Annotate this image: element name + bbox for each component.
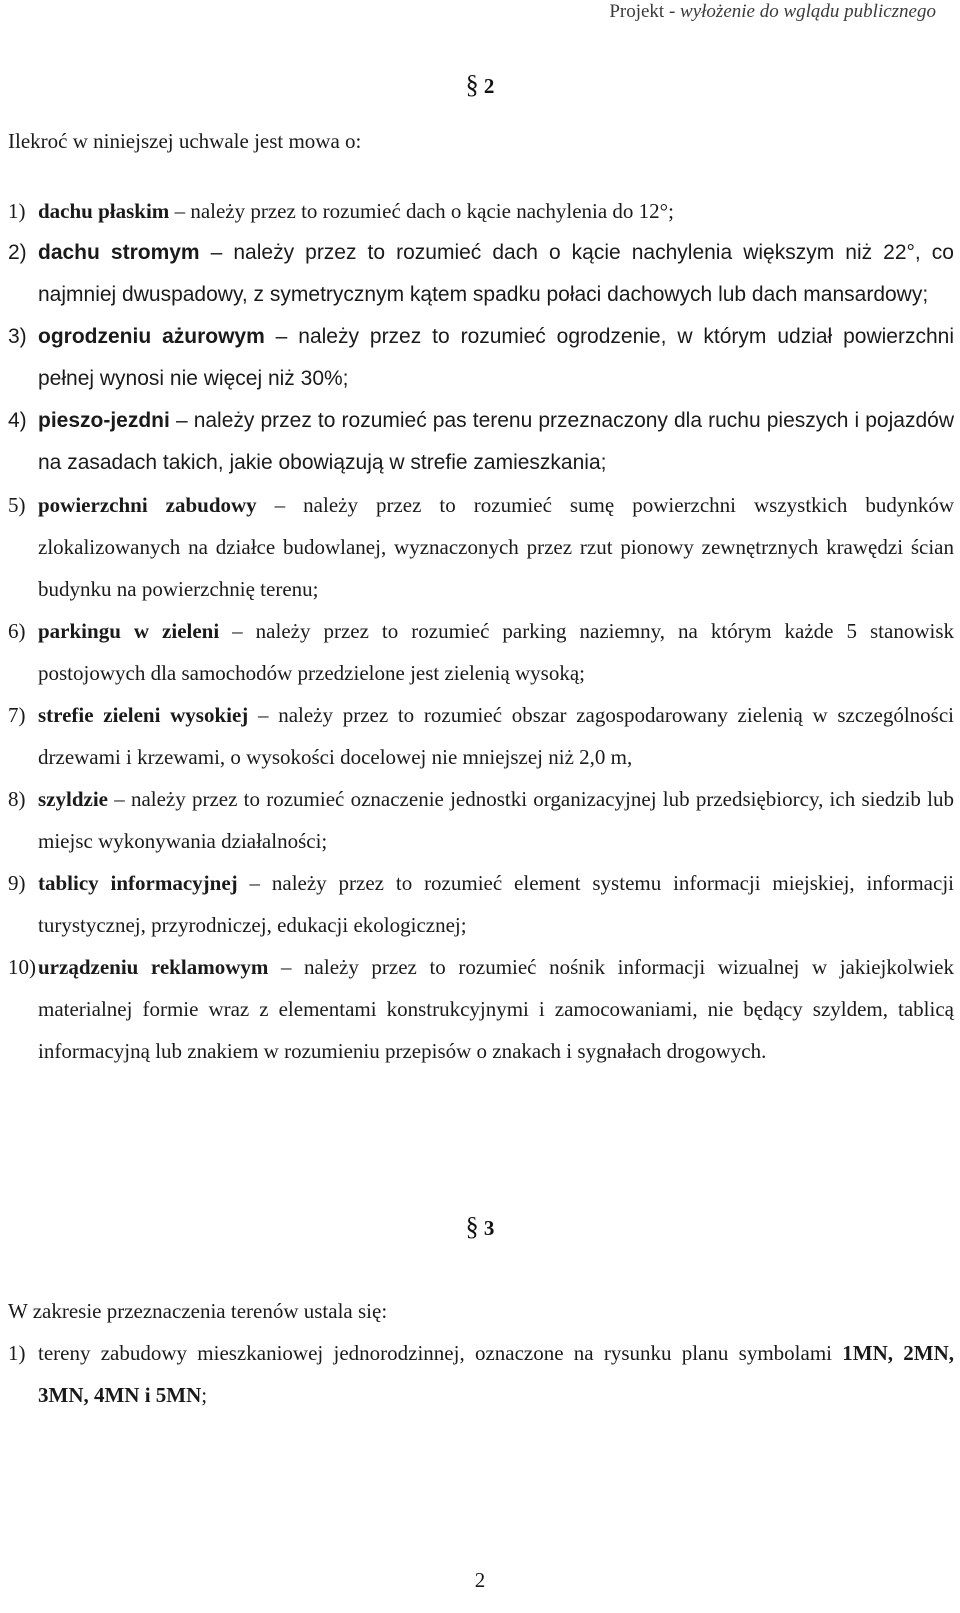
defined-term: pieszo-jezdni xyxy=(38,409,170,432)
item-number: 1) xyxy=(8,1341,26,1365)
definition-text: – należy przez to rozumieć ogrodzenie, w którym udział powierzchni pełnej wynosi nie więcej niż 30%; xyxy=(38,325,954,390)
definition-item xyxy=(8,190,954,232)
section-2-intro: Ilekroć w niniejszej uchwale jest mowa o: xyxy=(8,129,362,153)
definitions-list xyxy=(8,190,954,1072)
defined-term: szyldzie xyxy=(38,787,108,811)
item-number: 7) xyxy=(8,703,26,727)
definition-text: – należy przez to rozumieć parking naziemny, na którym każde 5 stanowisk postojowych dla samochodów przedzielone jest zielenią wysoką; xyxy=(38,619,954,685)
paragraph-sign: § xyxy=(465,1212,479,1241)
section-3-heading xyxy=(0,1214,960,1241)
definition-item xyxy=(8,610,954,694)
land-use-item xyxy=(8,1332,954,1416)
defined-term: urządzeniu reklamowym xyxy=(38,955,269,979)
definition-text: – należy przez to rozumieć obszar zagospodarowany zielenią w szczególności drzewami i krzewami, o wysokości docelowej nie mniejszej niż 2,0 m, xyxy=(38,703,955,769)
definition-item xyxy=(8,484,954,610)
section-number: 2 xyxy=(483,74,495,98)
section-2-heading xyxy=(0,72,960,99)
section-3-intro: W zakresie przeznaczenia terenów ustala się: xyxy=(8,1299,388,1323)
item-number: 6) xyxy=(8,619,26,643)
page-header xyxy=(609,0,936,24)
item-number: 1) xyxy=(8,199,26,223)
definition-item xyxy=(8,778,954,862)
defined-term: tablicy informacyjnej xyxy=(38,871,238,895)
header-prefix: Projekt - xyxy=(609,1,681,22)
item-text: tereny zabudowy mieszkaniowej jednorodzinnej, oznaczone na rysunku planu symbolami xyxy=(38,1341,843,1365)
item-tail: ; xyxy=(201,1383,208,1407)
section-number: 3 xyxy=(483,1216,495,1240)
item-number: 8) xyxy=(8,787,26,811)
item-number: 4) xyxy=(8,409,27,432)
item-number: 5) xyxy=(8,493,26,517)
definition-text: – należy przez to rozumieć oznaczenie jednostki organizacyjnej lub przedsiębiorcy, ich siedzib lub miejsc wykonywania działalności; xyxy=(38,787,954,853)
definition-item xyxy=(8,232,954,316)
zone-symbols: 1MN, 2MN, 3MN, 4MN i 5MN xyxy=(38,1341,954,1407)
header-status: wyłożenie do wglądu publicznego xyxy=(680,1,936,22)
item-number: 3) xyxy=(8,325,27,348)
defined-term: strefie zieleni wysokiej xyxy=(38,703,249,727)
definition-item xyxy=(8,316,954,400)
paragraph-sign: § xyxy=(465,70,479,99)
defined-term: dachu płaskim xyxy=(38,199,170,223)
land-use-list xyxy=(8,1332,954,1416)
definition-text: – należy przez to rozumieć pas terenu przeznaczony dla ruchu pieszych i pojazdów na zasadach takich, jakie obowiązują w strefie zamieszkania; xyxy=(38,409,954,474)
item-number: 2) xyxy=(8,241,27,264)
defined-term: parkingu w zieleni xyxy=(38,619,220,643)
definition-item xyxy=(8,946,954,1072)
definition-text: – należy przez to rozumieć nośnik informacji wizualnej w jakiejkolwiek materialnej formie wraz z elementami konstrukcyjnymi i zamocowaniami, nie będący szyldem, tablicą informacyjną lub znakiem w rozumieniu przepisów o znakach i sygnałach drogowych. xyxy=(38,955,955,1063)
item-number: 10) xyxy=(8,955,36,979)
definition-text: – należy przez to rozumieć element systemu informacji miejskiej, informacji turystycznej, przyrodniczej, edukacji ekologicznej; xyxy=(38,871,954,937)
definition-text: – należy przez to rozumieć dach o kącie nachylenia większym niż 22°, co najmniej dwuspadowy, z symetrycznym kątem spadku połaci dachowych lub dach mansardowy; xyxy=(38,241,954,306)
item-number: 9) xyxy=(8,871,26,895)
definition-text: – należy przez to rozumieć dach o kącie nachylenia do 12°; xyxy=(169,199,674,223)
definition-item xyxy=(8,694,954,778)
defined-term: dachu stromym xyxy=(38,241,200,264)
definition-item xyxy=(8,862,954,946)
defined-term: powierzchni zabudowy xyxy=(38,493,257,517)
defined-term: ogrodzeniu ażurowym xyxy=(38,325,265,348)
definition-text: – należy przez to rozumieć sumę powierzchni wszystkich budynków zlokalizowanych na działce budowlanej, wyznaczonych przez rzut pionowy zewnętrznych krawędzi ścian budynku na powierzchnię terenu; xyxy=(38,493,954,601)
definition-item xyxy=(8,400,954,484)
page-number: 2 xyxy=(474,1568,486,1592)
